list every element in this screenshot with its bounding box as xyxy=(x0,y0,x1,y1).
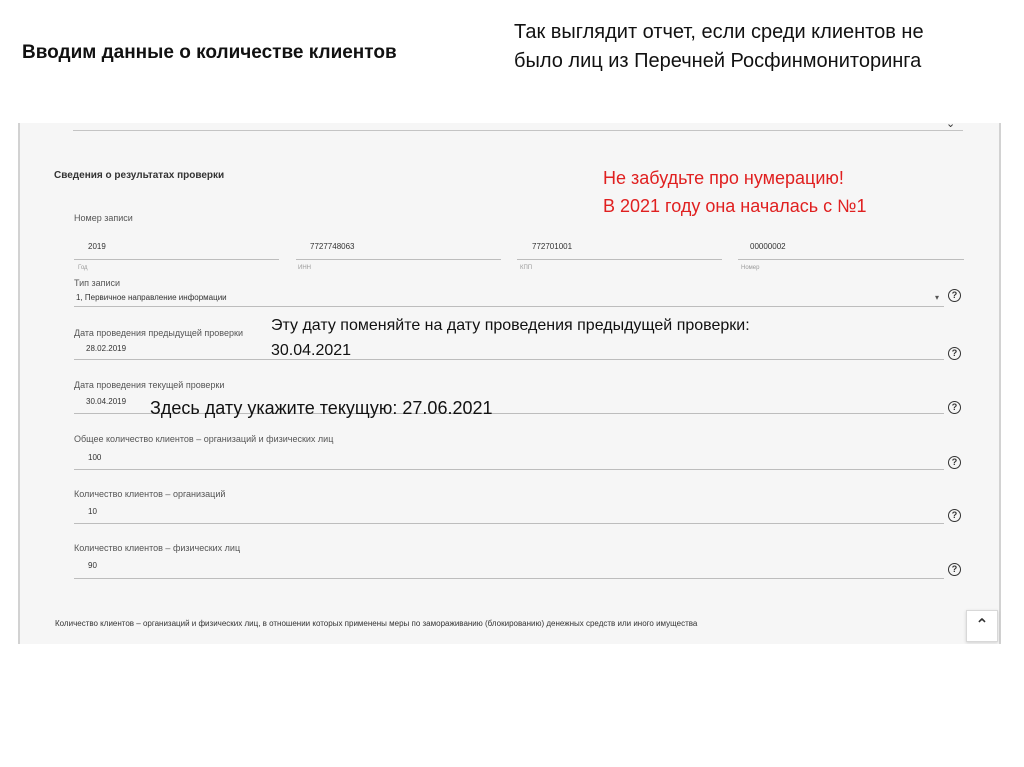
prev-check-date-label: Дата проведения предыдущей проверки xyxy=(74,328,243,338)
numbering-annotation-line-2: В 2021 году она началась с №1 xyxy=(603,196,867,216)
numbering-annotation xyxy=(603,164,983,220)
org-clients-input[interactable]: 10 xyxy=(88,507,97,516)
help-icon[interactable]: ? xyxy=(948,509,961,522)
record-kpp-underline xyxy=(517,259,722,260)
help-icon[interactable]: ? xyxy=(948,347,961,360)
form-border-right xyxy=(999,123,1001,644)
person-clients-label: Количество клиентов – физических лиц xyxy=(74,543,241,553)
slide-note-line-1: Так выглядит отчет, если среди клиентов не xyxy=(514,21,924,43)
previous-field-underline xyxy=(73,130,963,131)
dropdown-arrow-icon[interactable]: ▾ xyxy=(935,293,940,302)
record-kpp-sublabel: КПП xyxy=(520,265,533,271)
prev-check-date-input[interactable]: 28.02.2019 xyxy=(86,344,127,353)
help-icon[interactable]: ? xyxy=(948,289,961,302)
record-number-label: Номер записи xyxy=(74,213,133,223)
help-icon[interactable]: ? xyxy=(948,456,961,469)
curr-check-date-label: Дата проведения текущей проверки xyxy=(74,380,225,390)
slide-note-line-2: было лиц из Перечней Росфинмониторинга xyxy=(514,50,922,72)
numbering-annotation-line-1: Не забудьте про нумерацию! xyxy=(603,168,844,188)
slide-note xyxy=(514,18,1014,76)
prev-date-annotation-line-2: 30.04.2021 xyxy=(271,342,352,359)
total-clients-input[interactable]: 100 xyxy=(88,453,102,462)
record-type-underline xyxy=(74,306,944,307)
record-year-underline xyxy=(74,259,279,260)
record-inn-input[interactable]: 7727748063 xyxy=(310,242,355,251)
curr-date-annotation: Здесь дату укажите текущую: 27.06.2021 xyxy=(150,398,493,418)
section-title: Сведения о результатах проверки xyxy=(54,170,225,181)
help-icon[interactable]: ? xyxy=(948,563,961,576)
person-clients-input[interactable]: 90 xyxy=(88,561,97,570)
prev-date-annotation-line-1: Эту дату поменяйте на дату проведения предыдущей проверки: xyxy=(271,317,750,334)
person-clients-underline xyxy=(74,578,944,579)
slide-title: Вводим данные о количестве клиентов xyxy=(22,42,397,63)
record-year-input[interactable]: 2019 xyxy=(88,242,106,251)
total-clients-label: Общее количество клиентов – организаций и физических лиц xyxy=(74,434,334,444)
record-kpp-input[interactable]: 772701001 xyxy=(532,242,573,251)
record-number-underline xyxy=(738,259,964,260)
record-number-sublabel: Номер xyxy=(741,265,760,271)
record-inn-sublabel: ИНН xyxy=(298,265,311,271)
help-icon[interactable]: ? xyxy=(948,401,961,414)
total-clients-underline xyxy=(74,469,944,470)
prev-date-annotation xyxy=(271,313,951,363)
form-border-left xyxy=(18,123,20,644)
org-clients-underline xyxy=(74,523,944,524)
record-type-label: Тип записи xyxy=(74,278,121,288)
record-year-sublabel: Год xyxy=(78,265,88,271)
record-inn-underline xyxy=(296,259,501,260)
chevron-down-icon[interactable]: ⌄ xyxy=(946,123,956,130)
org-clients-label: Количество клиентов – организаций xyxy=(74,489,226,499)
curr-check-date-input[interactable]: 30.04.2019 xyxy=(86,397,127,406)
record-number-input[interactable]: 00000002 xyxy=(750,242,786,251)
record-type-select[interactable]: 1, Первичное направление информации xyxy=(76,293,227,302)
scroll-to-top-button[interactable]: ⌃ xyxy=(966,610,998,642)
frozen-clients-label: Количество клиентов – организаций и физических лиц, в отношении которых применены меры по замораживанию (блокированию) денежных средств или иного имущества xyxy=(55,619,698,628)
